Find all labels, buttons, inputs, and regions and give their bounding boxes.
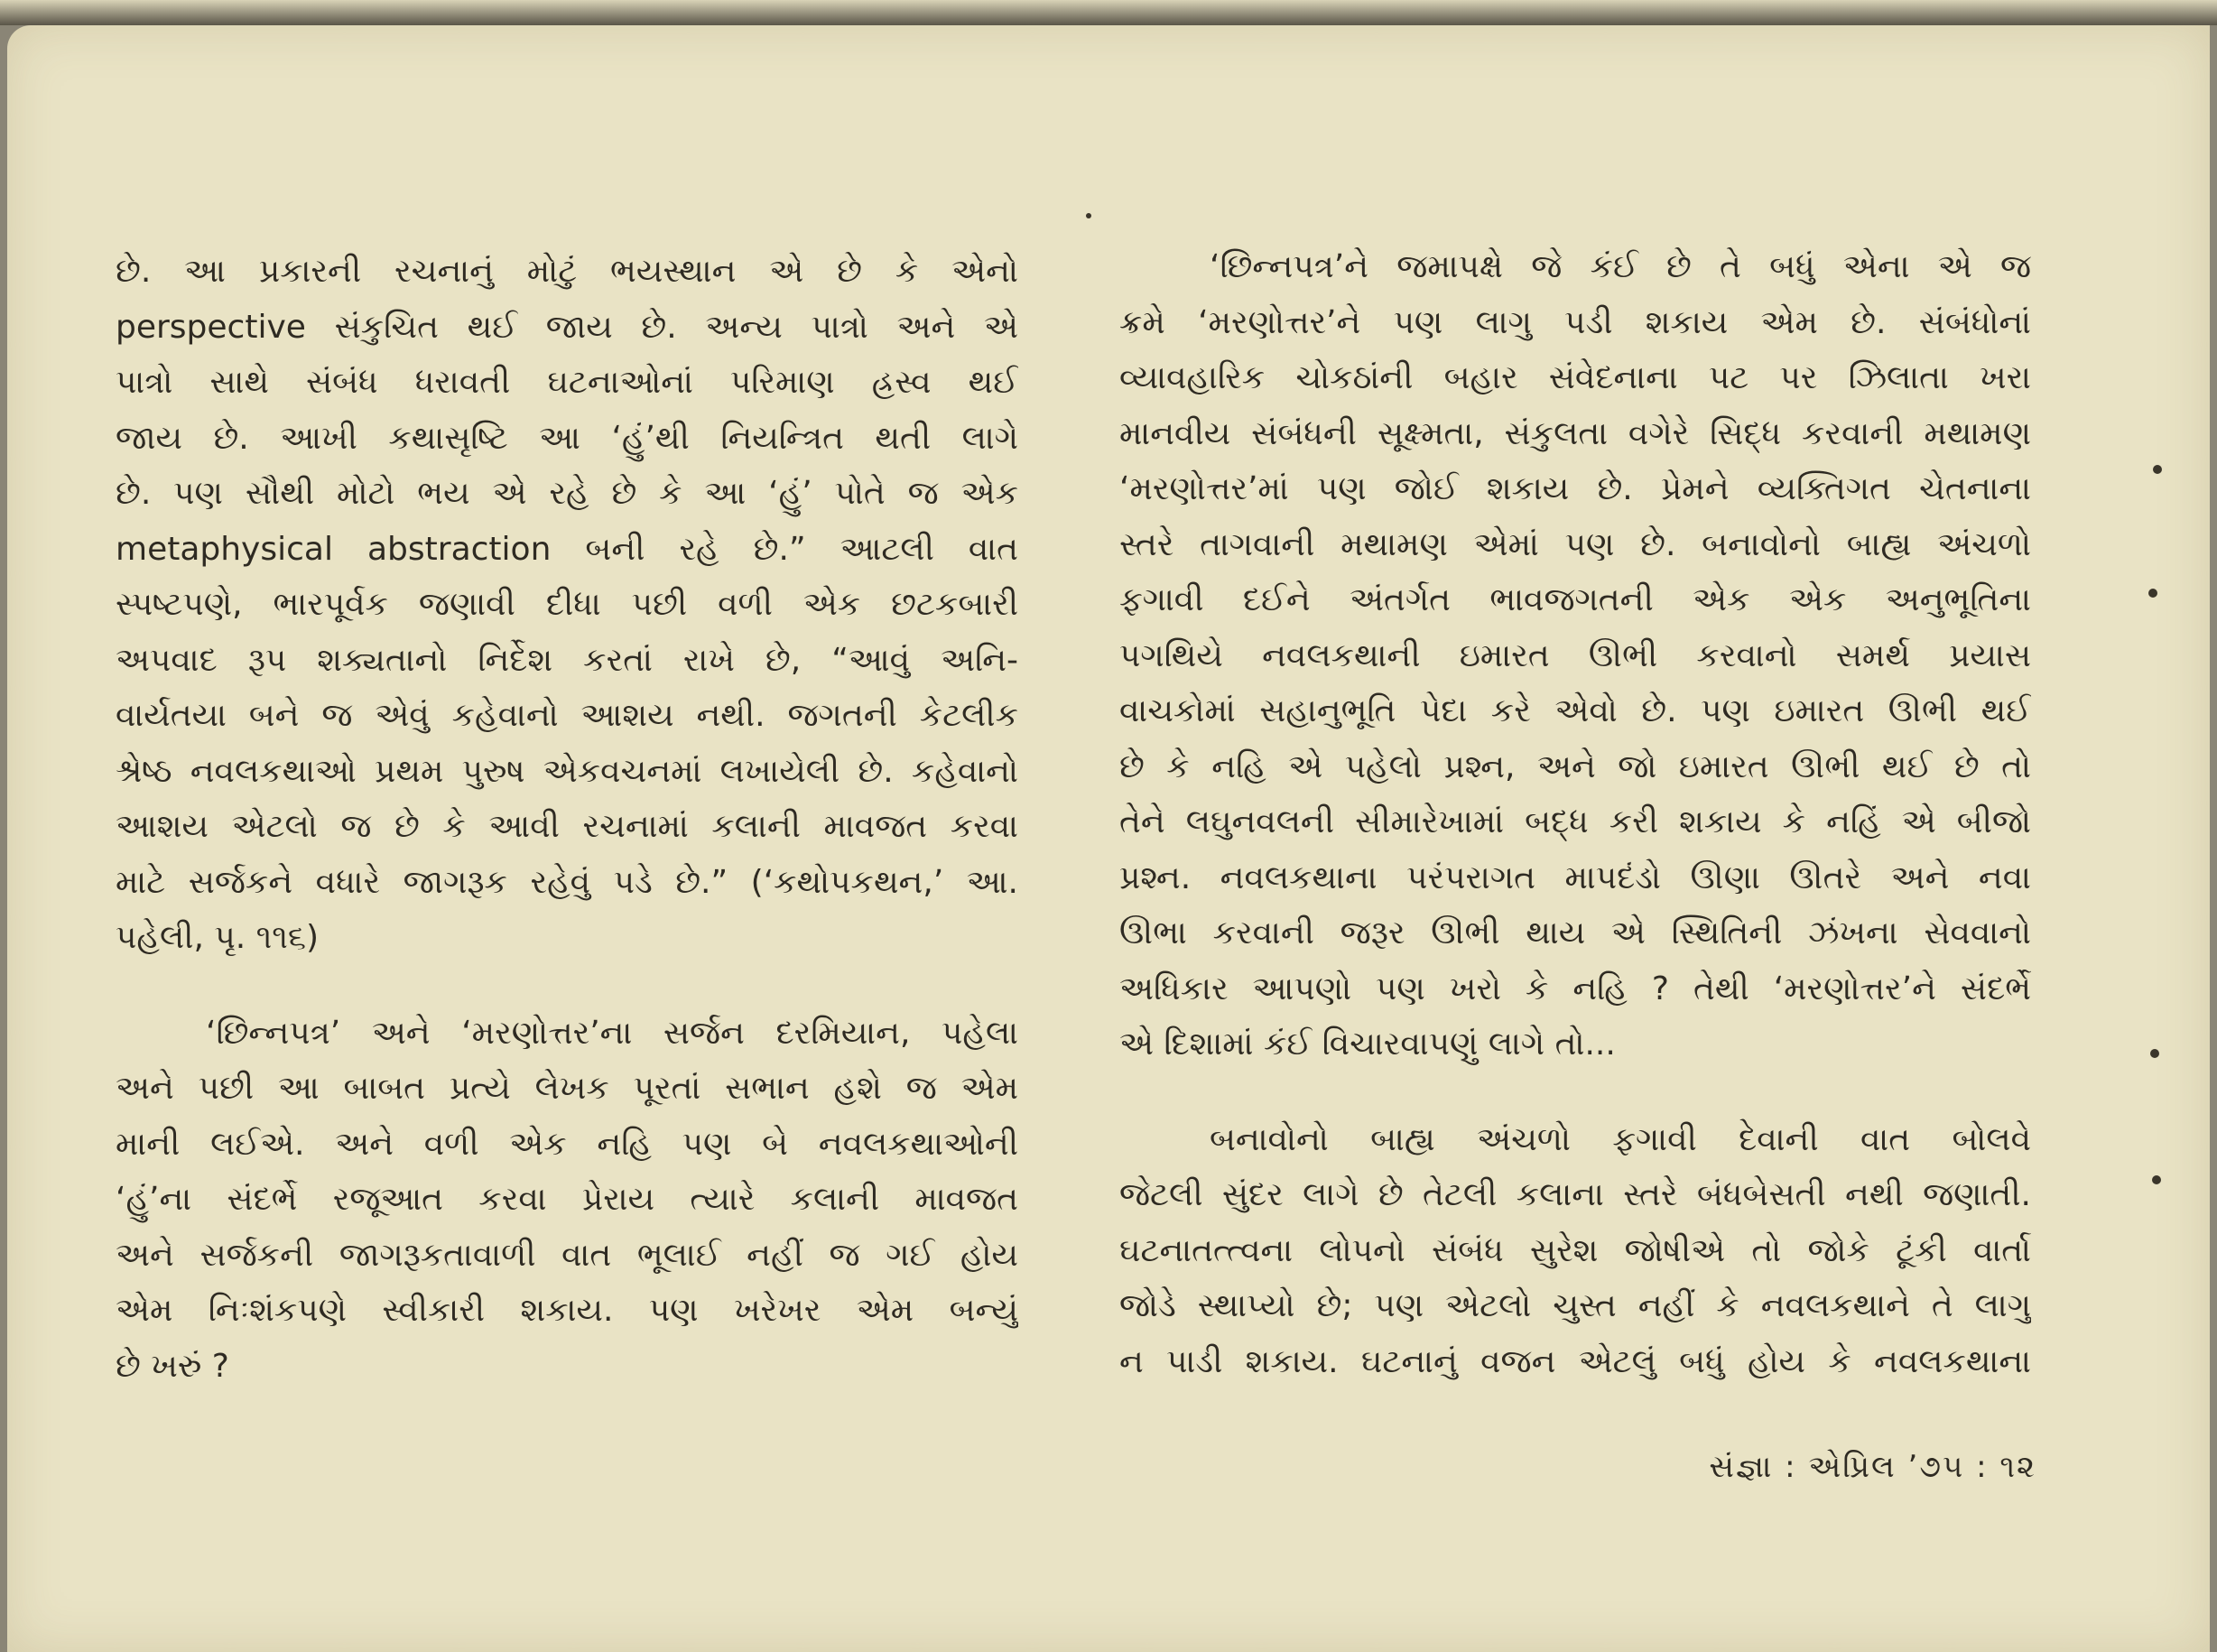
text-line: એમ નિઃશંકપણે સ્વીકારી શકાય. પણ ખરેખર એમ બન્યું xyxy=(116,1292,1018,1329)
paragraph-gap xyxy=(1119,1072,2031,1112)
text-line: અધિકાર આપણો પણ ખરો કે નહિ ? તેથી ‘મરણોત્તર’ને સંદર્ભે xyxy=(1119,970,2031,1007)
text-line: બનાવોનો બાહ્ય અંચળો ફગાવી દેવાની વાત બોલવે xyxy=(1210,1120,2031,1158)
text-line: એ દિશામાં કંઈ વિચારવાપણું લાગે તો... xyxy=(1119,1026,1616,1063)
text-line: પહેલી, પૃ. ૧૧૬) xyxy=(116,919,320,956)
margin-dot xyxy=(1086,213,1091,218)
text-line: છે. આ પ્રકારની રચનાનું મોટું ભયસ્થાન એ છે કે એનો xyxy=(116,253,1018,290)
text-line: માનવીય સંબંધની સૂક્ષ્મતા, સંકુલતા વગેરે સિદ્ધ કરવાની મથામણ xyxy=(1119,414,2031,452)
text-line: અપવાદ રૂપ શક્યતાનો નિર્દેશ કરતાં રાખે છે, “આવું અનિ- xyxy=(116,641,1018,679)
text-line: માની લઈએ. અને વળી એક નહિ પણ બે નવલકથાઓની xyxy=(116,1125,1018,1163)
text-line: આશય એટલો જ છે કે આવી રચનામાં કલાની માવજત કરવા xyxy=(116,808,1018,845)
page-footer: સંજ્ઞા : એપ્રિલ ’૭૫ : ૧૨ xyxy=(1709,1449,2036,1485)
text-line: perspective સંકુચિત થઈ જાય છે. અન્ય પાત્રો અને એ xyxy=(116,308,1018,346)
text-line: પ્રશ્ન. નવલકથાના પરંપરાગત માપદંડો ઊણા ઊતરે અને નવા xyxy=(1119,858,2031,896)
text-line: ફગાવી દઈને અંતર્ગત ભાવજગતની એક એક અનુભૂતિના xyxy=(1119,581,2031,618)
margin-dot xyxy=(2152,1175,2161,1184)
text-line: જાય છે. આખી કથાસૃષ્ટિ આ ‘હું’થી નિયન્ત્રિત થતી લાગે xyxy=(116,419,1018,457)
margin-dot xyxy=(2153,465,2162,474)
text-line: છે. પણ સૌથી મોટો ભય એ રહે છે કે આ ‘હું’ પોતે જ એક xyxy=(116,475,1018,512)
text-line: metaphysical abstraction બની રહે છે.” આટલી વાત xyxy=(116,530,1018,568)
text-line: ‘છિન્નપત્ર’ અને ‘મરણોત્તર’ના સર્જન દરમિયાન, પહેલા xyxy=(206,1014,1018,1052)
text-line: તેને લઘુનવલની સીમારેખામાં બદ્ધ કરી શકાય કે નહિં એ બીજો xyxy=(1119,803,2031,840)
text-line: ન પાડી શકાય. ઘટનાનું વજન એટલું બધું હોય કે નવલકથાના xyxy=(1119,1342,2031,1380)
text-line: શ્રેષ્ઠ નવલકથાઓ પ્રથમ પુરુષ એકવચનમાં લખાયેલી છે. કહેવાનો xyxy=(116,752,1018,790)
text-line: છે ખરું ? xyxy=(116,1347,229,1385)
text-line: અને સર્જકની જાગરૂકતાવાળી વાત ભૂલાઈ નહીં જ ગઈ હોય xyxy=(116,1236,1018,1274)
text-line: જોડે સ્થાપ્યો છે; પણ એટલો ચુસ્ત નહીં કે નવલકથાને તે લાગુ xyxy=(1119,1287,2031,1324)
text-line: ‘હું’ના સંદર્ભે રજૂઆત કરવા પ્રેરાય ત્યારે કલાની માવજત xyxy=(116,1181,1018,1218)
paragraph-gap xyxy=(116,966,1018,1006)
text-line: વાચકોમાં સહાનુભૂતિ પેદા કરે એવો છે. પણ ઇમારત ઊભી થઈ xyxy=(1119,692,2031,729)
text-line: પાત્રો સાથે સંબંધ ધરાવતી ઘટનાઓનાં પરિમાણ હ્રસ્વ થઈ xyxy=(116,364,1018,401)
text-line: વ્યાવહારિક ચોકઠાંની બહાર સંવેદનાના પટ પર ઝિલાતા ખરા xyxy=(1119,359,2031,396)
text-line: પગથિયે નવલકથાની ઇમારત ઊભી કરવાનો સમર્થ પ્રયાસ xyxy=(1119,636,2031,674)
page-top-edge xyxy=(0,0,2217,25)
left-column xyxy=(116,244,1018,1394)
text-line: સ્તરે તાગવાની મથામણ એમાં પણ છે. બનાવોનો બાહ્ય અંચળો xyxy=(1119,525,2031,563)
margin-dot xyxy=(2150,1049,2159,1058)
text-line: છે કે નહિ એ પહેલો પ્રશ્ન, અને જો ઇમારત ઊભી થઈ છે તો xyxy=(1119,747,2031,785)
text-line: ઘટનાતત્ત્વના લોપનો સંબંધ સુરેશ જોષીએ તો જોકે ટૂંકી વાર્તા xyxy=(1119,1231,2031,1269)
right-column xyxy=(1119,239,2031,1389)
text-line: જેટલી સુંદર લાગે છે તેટલી કલાના સ્તરે બંધબેસતી નથી જણાતી. xyxy=(1119,1176,2031,1213)
text-line: વાર્યતયા બને જ એવું કહેવાનો આશય નથી. જગતની કેટલીક xyxy=(116,697,1018,734)
text-line: ઊભા કરવાની જરૂર ઊભી થાય એ સ્થિતિની ઝંખના સેવવાનો xyxy=(1119,914,2031,951)
text-line: અને પછી આ બાબત પ્રત્યે લેખક પૂરતાં સભાન હશે જ એમ xyxy=(116,1070,1018,1107)
margin-dot xyxy=(2148,589,2157,598)
text-line: ક્રમે ‘મરણોત્તર’ને પણ લાગુ પડી શકાય એમ છે. સંબંધોનાં xyxy=(1119,303,2031,341)
text-line: માટે સર્જકને વધારે જાગરૂક રહેવું પડે છે.” (‘કથોપકથન,’ આ. xyxy=(116,863,1018,901)
text-line: ‘છિન્નપત્ર’ને જમાપક્ષે જે કંઈ છે તે બધું એના એ જ xyxy=(1210,248,2031,285)
text-line: ‘મરણોત્તર’માં પણ જોઈ શકાય છે. પ્રેમને વ્યક્તિગત ચેતનાના xyxy=(1119,470,2031,507)
text-line: સ્પષ્ટપણે, ભારપૂર્વક જણાવી દીધા પછી વળી એક છટકબારી xyxy=(116,586,1018,623)
